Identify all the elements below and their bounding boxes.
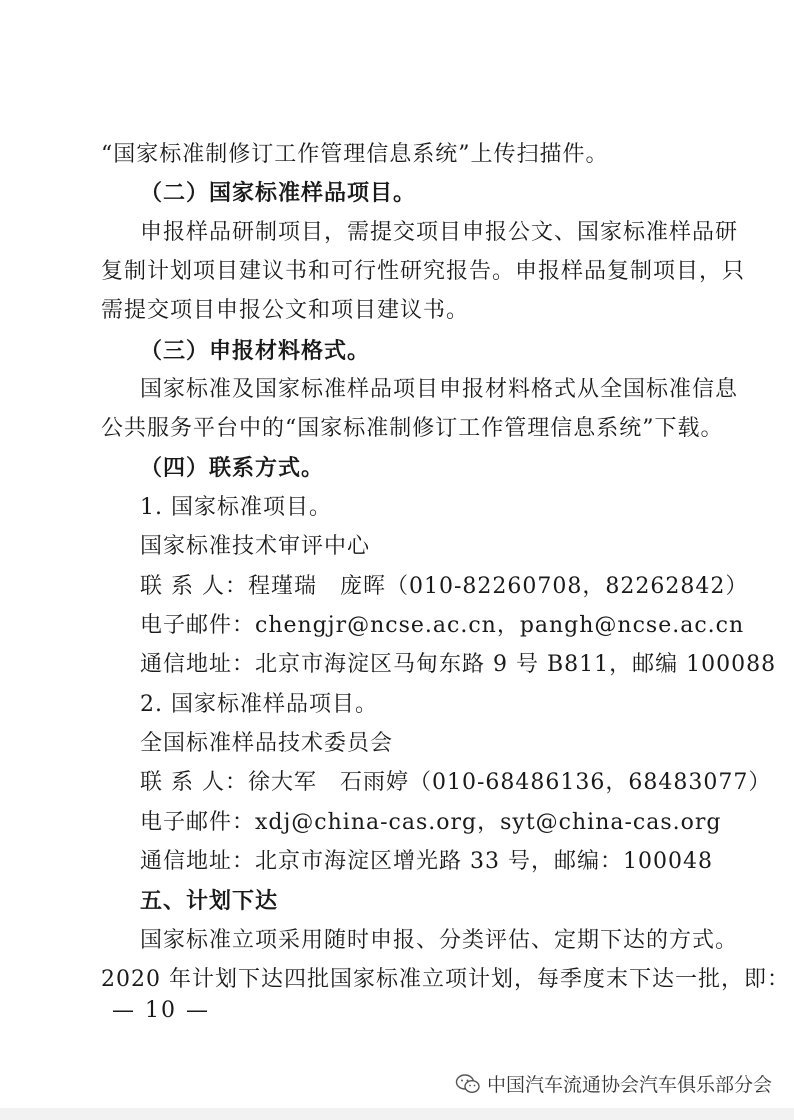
section-heading-4: （四）联系方式。: [140, 455, 325, 481]
wechat-icon: [455, 1073, 481, 1095]
contact-person-2: 联 系 人：徐大军 石雨婷（010-68486136，68483077）: [140, 770, 772, 795]
text-line-7: 国家标准及国家标准样品项目申报材料格式从全国标准信息: [140, 377, 739, 402]
org-name-1: 国家标准技术审评中心: [140, 534, 371, 559]
text-line-3: 申报样品研制项目，需提交项目申报公文、国家标准样品研: [140, 220, 739, 245]
subsection-2: 2. 国家标准样品项目。: [140, 692, 378, 717]
address-2: 通信地址：北京市海淀区增光路 33 号，邮编：100048: [140, 849, 713, 874]
text-line-4: 复制计划项目建议书和可行性研究报告。申报样品复制项目，只: [101, 259, 746, 284]
email-2: 电子邮件：xdj@china-cas.org，syt@china-cas.org: [140, 810, 722, 835]
section-heading-3: （三）申报材料格式。: [140, 338, 371, 364]
text-line-5: 需提交项目申报公文和项目建议书。: [101, 298, 470, 323]
section-heading-2: （二）国家标准样品项目。: [140, 180, 417, 206]
text-line-21: 国家标准立项采用随时申报、分类评估、定期下达的方式。: [140, 928, 739, 953]
text-line-22: 2020 年计划下达四批国家标准立项计划，每季度末下达一批，即：: [101, 967, 790, 992]
section-heading-5: 五、计划下达: [140, 888, 279, 914]
watermark-text: 中国汽车流通协会汽车俱乐部分会: [487, 1074, 773, 1096]
text-line-8: 公共服务平台中的“国家标准制修订工作管理信息系统”下载。: [101, 416, 724, 441]
footer-band: [0, 1108, 794, 1120]
address-1: 通信地址：北京市海淀区马甸东路 9 号 B811，邮编 100088: [140, 652, 777, 677]
text-line-1: “国家标准制修订工作管理信息系统”上传扫描件。: [101, 142, 609, 167]
watermark: [455, 1070, 772, 1097]
email-1: 电子邮件：chengjr@ncse.ac.cn，pangh@ncse.ac.cn: [140, 613, 745, 638]
org-name-2: 全国标准样品技术委员会: [140, 731, 394, 756]
page-number: — 10 —: [112, 998, 210, 1023]
contact-person-1: 联 系 人：程瑾瑞 庞晖（010-82260708，82262842）: [140, 574, 749, 599]
subsection-1: 1. 国家标准项目。: [140, 495, 332, 520]
